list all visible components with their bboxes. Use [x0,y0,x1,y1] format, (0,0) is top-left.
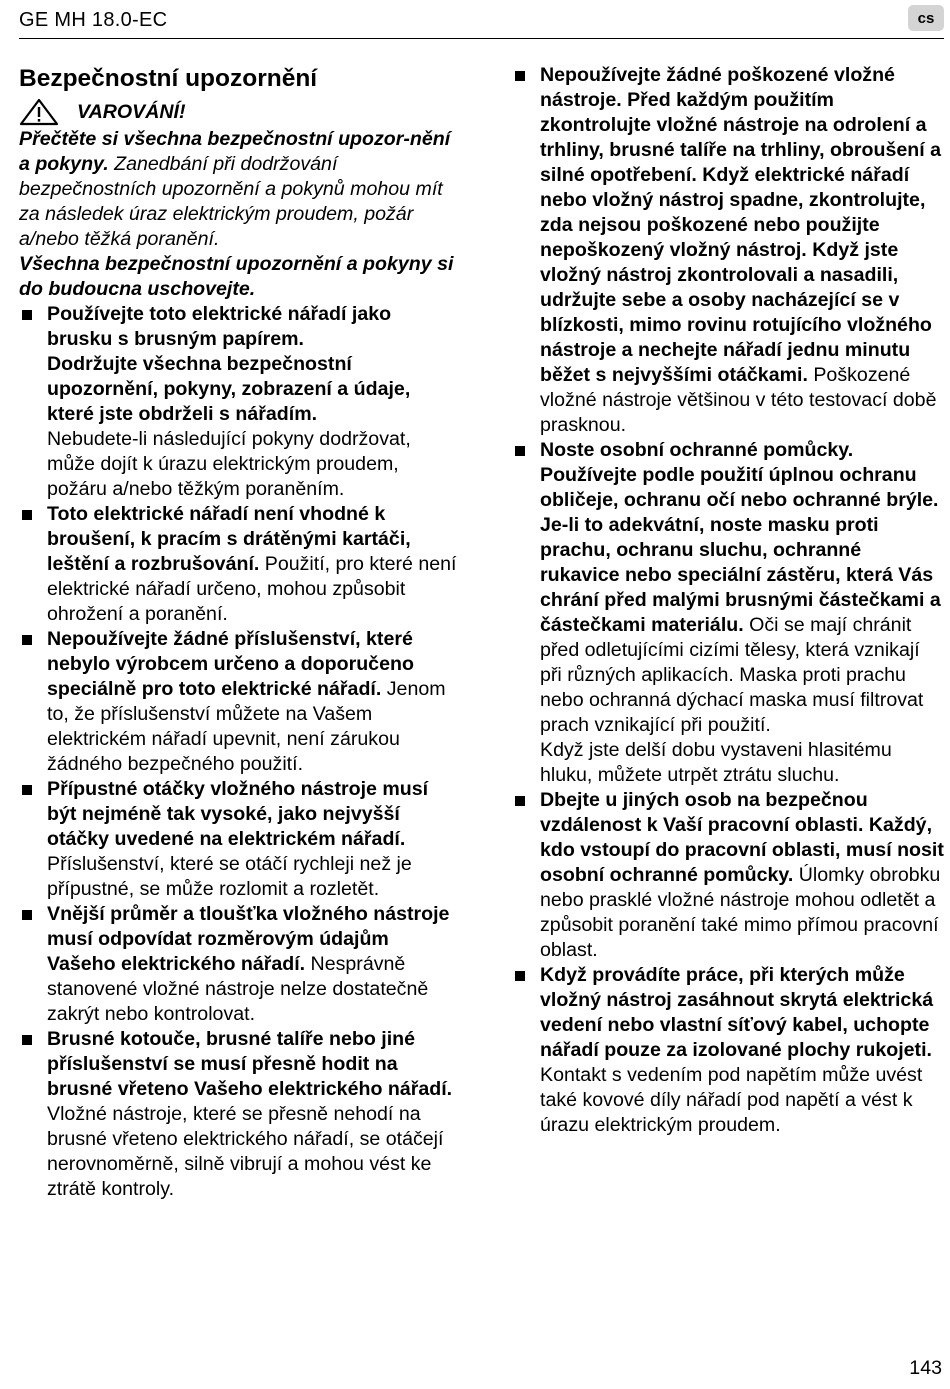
intro-bold-read-all: Přečtěte si všechna bezpečnostní upozor-nění a pokyny. [19,128,451,175]
list-item [512,63,944,438]
list-item [512,788,944,963]
item-bold-text: Když provádíte práce, při kterých může vložný nástroj zasáhnout skrytá elektrická vedení nebo vlastní síťový kabel, uchopte nářadí pouze za izolované plochy rukojeti. [540,964,934,1061]
item-body-text: Jenom to, že příslušenství můžete na Vašem elektrickém nářadí upevnit, není zárukou žádného bezpečného použití. [47,678,446,775]
section-title: Bezpečnostní upozornění [19,65,318,92]
item-body-text: Poškozené vložné nástroje většinou v této testovací době prasknou. [540,364,937,436]
item-body-text: Příslušenství, které se otáčí rychleji než je přípustné, se může rozlomit a rozletět. [47,853,412,900]
item-body-text: Když jste delší dobu vystaveni hlasitému hluku, můžete utrpět ztrátu sluchu. [540,739,892,786]
list-item [19,302,459,502]
item-bold-text: Toto elektrické nářadí není vhodné k broušení, k pracím s drátěnými kartáči, leštění a rozbrušování. [47,503,411,575]
language-badge: cs [908,5,944,31]
bullet-square-icon [515,71,525,81]
item-body-text: Nebudete-li následující pokyny dodržovat, může dojít k úrazu elektrickým proudem, požáru a/nebo těžkým poraněním. [47,428,411,500]
list-item [512,963,944,1138]
warning-intro [19,127,459,302]
document-model-title: GE MH 18.0-EC [19,9,168,31]
item-bold-text: Vnější průměr a tloušťka vložného nástroje musí odpovídat rozměrovým údajům Vašeho elektrického nářadí. [47,903,450,975]
item-bold-text: Nepoužívejte žádné poškozené vložné nástroje. Před každým použitím zkontrolujte vložné nástroje na odrolení a trhliny, brusné talíře na trhliny, obroušení a silné opotřebení. Když elektrické nářadí nebo vložný nástroj spadne, zkontrolujte, zda nejsou poškozené nebo použijte nepoškozený vložný nástroj. Když jste vložný nástroj zkontrolovali a nasadili, udržujte sebe a osoby nacházející se v blízkosti, mimo rovinu rotujícího vložného nástroje a nechejte nářadí jednu minutu běžet s nejvyššími otáčkami. [540,64,942,386]
list-item [19,1027,459,1202]
item-body-text: Vložné nástroje, které se přesně nehodí na brusné vřeteno elektrického nářadí, se otáčejí nerovnoměrně, silně vibrují a mohou vést ke ztrátě kontroly. [47,1103,444,1200]
bullet-square-icon [22,910,32,920]
warning-heading [19,97,459,127]
list-item [19,902,459,1027]
bullet-square-icon [22,310,32,320]
bullet-square-icon [515,971,525,981]
item-body-text: Úlomky obrobku nebo prasklé vložné nástroje mohou odletět a způsobit poranění také mimo přímou pracovní oblast. [540,864,941,961]
bullet-square-icon [22,635,32,645]
list-item [19,502,459,627]
item-bold-text: Dbejte u jiných osob na bezpečnou vzdálenost k Vaší pracovní oblasti. Každý, kdo vstoupí do pracovní oblasti, musí nosit osobní ochranné pomůcky. [540,789,944,886]
item-bold-text: Noste osobní ochranné pomůcky. Používejte podle použití úplnou ochranu obličeje, ochranu očí nebo ochranné brýle. Je-li to adekvátní, noste masku proti prachu, ochranu sluchu, ochranné rukavice nebo speciální zástěru, která Vás chrání před malými brusnými částečkami a částečkami materiálu. [540,439,941,636]
list-item [19,777,459,902]
header-divider [19,38,944,39]
left-column [19,63,459,1202]
item-bold-text: Přípustné otáčky vložného nástroje musí být nejméně tak vysoké, jako nejvyšší otáčky uvedené na elektrickém nářadí. [47,778,429,850]
page-number: 143 [909,1357,942,1379]
item-body-text: Kontakt s vedením pod napětím může uvést také kovové díly nářadí pod napětí a vést k úrazu elektrickým proudem. [540,1064,923,1136]
right-column [512,63,944,1138]
bullet-square-icon [515,796,525,806]
bullet-square-icon [22,785,32,795]
item-bold-text: Používejte toto elektrické nářadí jako brusku s brusným papírem. [47,303,392,350]
right-safety-list [512,63,944,1138]
left-safety-list [19,302,459,1202]
list-item [512,438,944,788]
bullet-square-icon [515,446,525,456]
bullet-square-icon [22,1035,32,1045]
warning-triangle-icon [19,98,59,126]
item-bold-text: Brusné kotouče, brusné talíře nebo jiné příslušenství se musí přesně hodit na brusné vřeteno Vašeho elektrického nářadí. [47,1028,453,1100]
intro-consequences-text: Zanedbání při dodržování bezpečnostních upozornění a pokynů mohou mít za následek úraz elektrickým proudem, požár a/nebo těžká poranění. [19,153,443,250]
bullet-square-icon [22,510,32,520]
item-body-text: Použití, pro které není elektrické nářadí určeno, mohou způsobit ohrožení a poranění. [47,553,457,625]
item-body-text: Oči se mají chránit před odletujícími cizími tělesy, která vznikají při různých aplikacích. Maska proti prachu nebo ochranná dýchací maska musí filtrovat prach vznikající při použití. [540,614,924,736]
item-body-text: Nesprávně stanovené vložné nástroje nelze dostatečně zakrýt nebo kontrolovat. [47,953,429,1025]
item-bold-text: Dodržujte všechna bezpečnostní upozornění, pokyny, zobrazení a údaje, které jste obdrželi s nářadím. [47,353,411,425]
list-item [19,627,459,777]
item-bold-text: Nepoužívejte žádné příslušenství, které nebylo výrobcem určeno a doporučeno speciálně pro toto elektrické nářadí. [47,628,414,700]
warning-label: VAROVÁNÍ! [77,100,186,123]
intro-bold-keep-instructions: Všechna bezpečnostní upozornění a pokyny si do budoucna uschovejte. [19,253,454,300]
